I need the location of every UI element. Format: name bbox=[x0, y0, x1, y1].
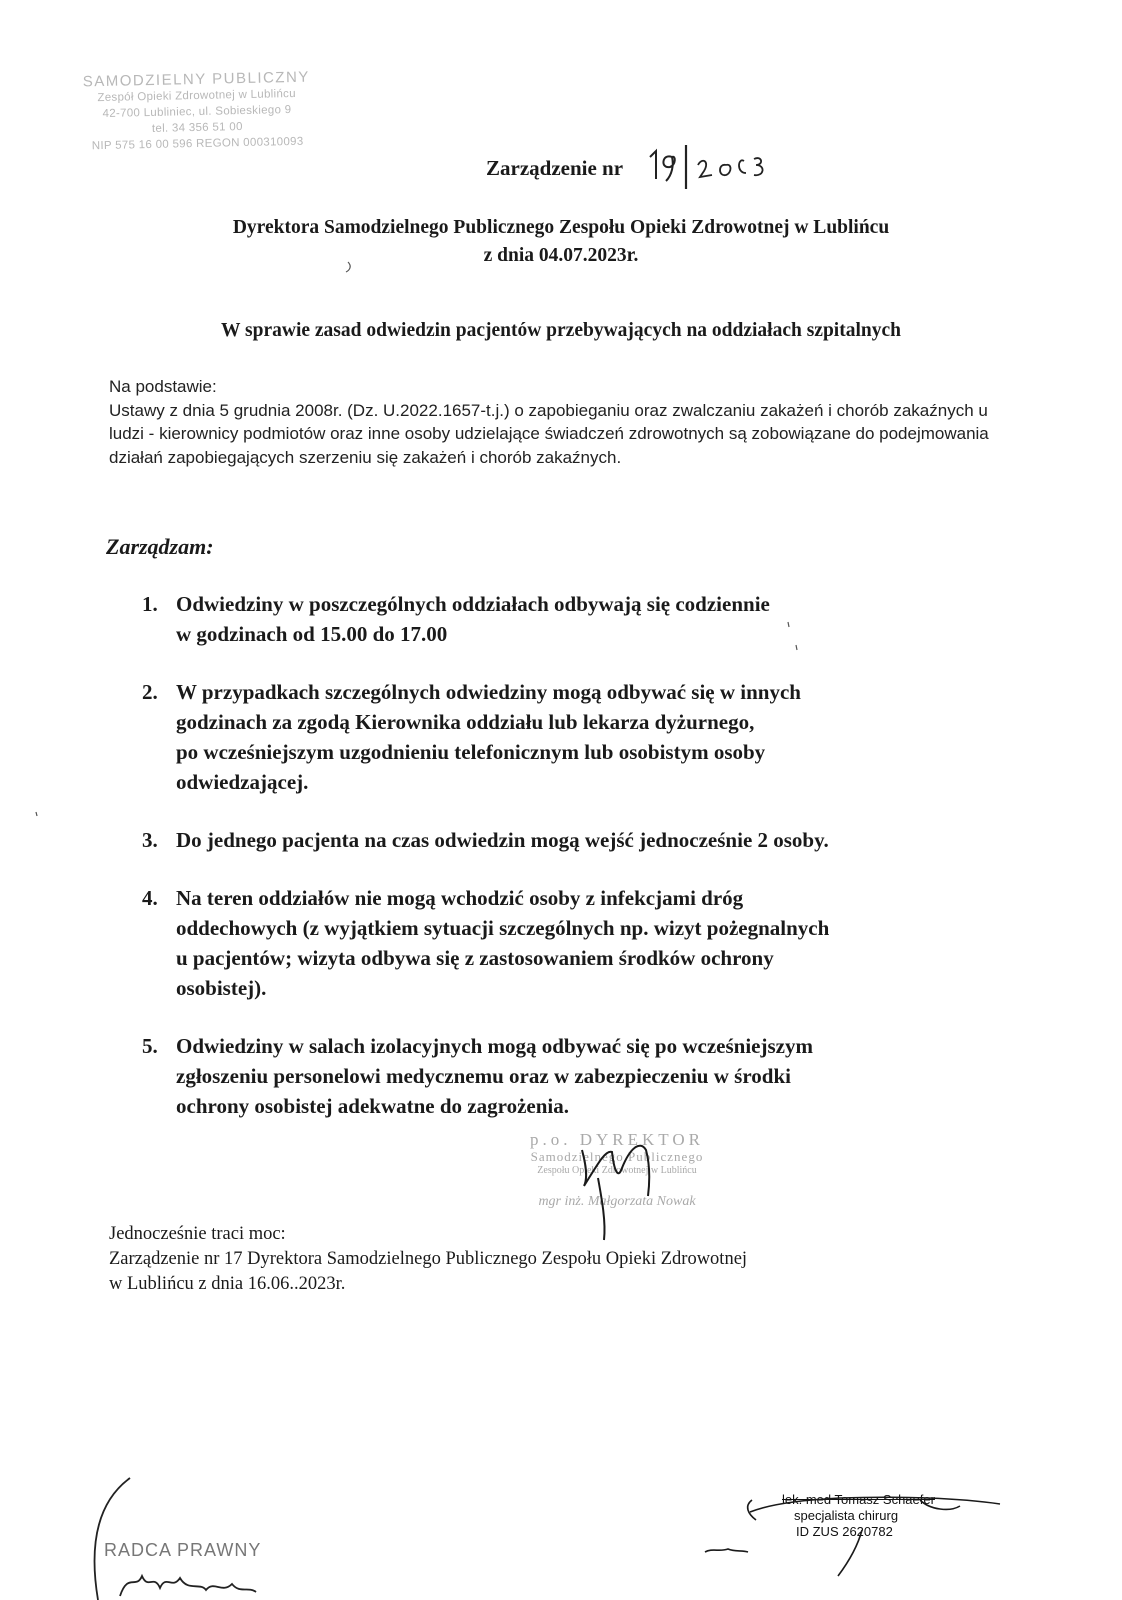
director-stamp-name: mgr inż. Małgorzata Nowak bbox=[538, 1194, 696, 1209]
order-item-text: Do jednego pacjenta na czas odwiedzin mogą wejść jednocześnie 2 osoby. bbox=[176, 828, 829, 852]
director-stamp bbox=[492, 1130, 742, 1210]
order-item-text: Odwiedziny w salach izolacyjnych mogą odbywać się po wcześniejszym zgłoszeniu personelowi medycznemu oraz w zabezpieczeniu w środki ochrony osobistej adekwatne do zagrożenia. bbox=[176, 1034, 813, 1118]
document-subject: W sprawie zasad odwiedzin pacjentów przebywających na oddziałach szpitalnych bbox=[221, 320, 901, 341]
revocation-note bbox=[109, 1222, 989, 1297]
stamp-line: SAMODZIELNY PUBLICZNY bbox=[82, 68, 311, 91]
stamp-line: 42-700 Lubliniec, ul. Sobieskiego 9 bbox=[102, 104, 292, 120]
stamp-line: Zespół Opieki Zdrowotnej w Lublińcu bbox=[97, 87, 296, 105]
order-item-text: W przypadkach szczególnych odwiedziny mogą odbywać się w innych godzinach za zgodą Kierownika oddziału lub lekarza dyżurnego, po wcześniejszym uzgodnieniu telefonicznym lub osobistym osoby odwiedzającej. bbox=[176, 680, 801, 794]
issuer-line: Dyrektora Samodzielnego Publicznego Zespołu Opieki Zdrowotnej w Lublińcu bbox=[232, 217, 890, 238]
stamp-line: tel. 34 356 51 00 bbox=[151, 121, 243, 135]
surgeon-stamp bbox=[782, 1492, 982, 1540]
order-item-number: 1. bbox=[142, 592, 158, 616]
revocation-line: Zarządzenie nr 17 Dyrektora Samodzielnego Publicznego Zespołu Opieki Zdrowotnej bbox=[109, 1249, 748, 1269]
legal-basis bbox=[109, 375, 1009, 469]
date-line: z dnia 04.07.2023r. bbox=[483, 245, 639, 266]
surgeon-stamp-title: specjalista chirurg bbox=[794, 1508, 899, 1523]
revocation-label: Jednocześnie traci moc: bbox=[109, 1224, 286, 1244]
director-stamp-line: Samodzielnego Publicznego bbox=[530, 1149, 704, 1164]
order-item bbox=[142, 677, 1022, 797]
order-items-list bbox=[142, 589, 1022, 1121]
surgeon-stamp-id: ID ZUS 2620782 bbox=[796, 1524, 893, 1539]
order-item bbox=[142, 825, 1022, 855]
institution-stamp bbox=[61, 69, 333, 155]
order-item bbox=[142, 1031, 1022, 1121]
order-item-text: Odwiedziny w poszczególnych oddziałach odbywają się codziennie w godzinach od 15.00 do 17.00 bbox=[176, 592, 770, 646]
stamp-line: NIP 575 16 00 596 REGON 000310093 bbox=[91, 135, 304, 153]
legal-counsel-stamp: RADCA PRAWNY bbox=[104, 1540, 262, 1560]
legal-basis-label: Na podstawie: bbox=[109, 377, 217, 396]
order-item-number: 2. bbox=[142, 680, 158, 704]
order-item-text: Na teren oddziałów nie mogą wchodzić osoby z infekcjami dróg oddechowych (z wyjątkiem sytuacji szczególnych np. wizyt pożegnalnych u pacjentów; wizyta odbywa się z zastosowaniem środków ochrony osobistej). bbox=[176, 886, 830, 1000]
revocation-line: w Lublińcu z dnia 16.06..2023r. bbox=[109, 1274, 346, 1294]
order-heading: Zarządzam: bbox=[106, 534, 214, 559]
order-item bbox=[142, 589, 1022, 649]
legal-basis-text: Ustawy z dnia 5 grudnia 2008r. (Dz. U.2022.1657-t.j.) o zapobieganiu oraz zwalczaniu zakażeń i chorób zakaźnych u ludzi - kierownicy podmiotów oraz inne osoby udzielające świadczeń zdrowotnych są zobowiązane do podejmowania działań zapobiegających szerzeniu się zakażeń i chorób zakaźnych. bbox=[109, 400, 989, 467]
order-item bbox=[142, 883, 1022, 1003]
order-item-number: 4. bbox=[142, 886, 158, 910]
director-stamp-title: p.o. DYREKTOR bbox=[530, 1130, 704, 1149]
surgeon-stamp-name: lek. med Tomasz Schaefer bbox=[782, 1492, 935, 1507]
document-title: Zarządzenie nr bbox=[486, 156, 624, 180]
handwritten-order-number bbox=[642, 143, 782, 191]
order-item-number: 5. bbox=[142, 1034, 158, 1058]
order-item-number: 3. bbox=[142, 828, 158, 852]
legal-counsel-signature bbox=[95, 1478, 256, 1600]
director-stamp-line: Zespołu Opieki Zdrowotnej w Lublińcu bbox=[537, 1165, 697, 1176]
document-subtitle bbox=[0, 214, 1122, 270]
